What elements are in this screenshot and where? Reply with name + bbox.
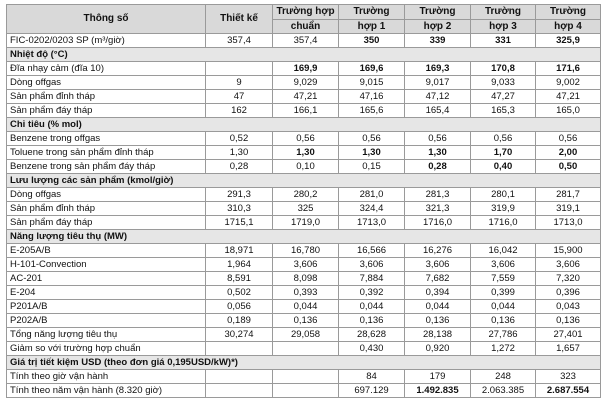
row-value: 16,780 [273,244,339,258]
row-value: 8,098 [273,272,339,286]
row-value: 324,4 [339,202,405,216]
row-value: 169,6 [339,62,405,76]
table-row [7,286,601,300]
row-value [273,384,339,398]
header-base-case-line1: Trường hợp [273,5,339,20]
row-value: 7,682 [405,272,471,286]
row-label: Benzene trong offgas [7,132,206,146]
row-value: 28,138 [405,328,471,342]
row-value: 1716,0 [471,216,536,230]
header-case-2-line2: hợp 2 [405,20,471,34]
header-case-4-line2: hợp 4 [536,20,601,34]
row-value: 0,189 [206,314,273,328]
row-value: 323 [536,370,601,384]
row-value: 248 [471,370,536,384]
row-value: 16,566 [339,244,405,258]
row-label: Dòng offgas [7,76,206,90]
row-value: 47,12 [405,90,471,104]
row-value: 1,30 [206,146,273,160]
row-value: 280,1 [471,188,536,202]
row-value: 8,591 [206,272,273,286]
row-value: 0,392 [339,286,405,300]
row-value: 1716,0 [405,216,471,230]
row-value: 0,502 [206,286,273,300]
row-value: 0,15 [339,160,405,174]
row-value: 1,272 [471,342,536,356]
row-value: 2.063.385 [471,384,536,398]
row-value: 1,30 [273,146,339,160]
row-value: 0,920 [405,342,471,356]
row-value: 0,52 [206,132,273,146]
row-value: 1,70 [471,146,536,160]
table-row [7,342,601,356]
row-value: 0,56 [536,132,601,146]
comparison-table [6,4,601,398]
table-row [7,272,601,286]
header-base-case-line2: chuẩn [273,20,339,34]
row-value: 9,029 [273,76,339,90]
row-label: Giảm so với trường hợp chuẩn [7,342,206,356]
row-label: P202A/B [7,314,206,328]
table-row [7,300,601,314]
section-header-row [7,230,601,244]
row-value: 325,9 [536,34,601,48]
row-value: 166,1 [273,104,339,118]
row-label: P201A/B [7,300,206,314]
row-value: 16,276 [405,244,471,258]
row-value: 357,4 [206,34,273,48]
row-value: 165,3 [471,104,536,118]
row-value: 18,971 [206,244,273,258]
row-value: 47,21 [273,90,339,104]
row-value: 0,399 [471,286,536,300]
row-value: 0,136 [471,314,536,328]
row-value: 165,4 [405,104,471,118]
header-case-3-line1: Trường [471,5,536,20]
row-value: 0,043 [536,300,601,314]
row-value: 1,964 [206,258,273,272]
row-value: 0,28 [206,160,273,174]
row-value: 179 [405,370,471,384]
row-value: 16,042 [471,244,536,258]
table-body [7,34,601,398]
row-label: E-204 [7,286,206,300]
row-value: 0,136 [273,314,339,328]
row-value [206,342,273,356]
row-label: Tính theo năm vận hành (8.320 giờ) [7,384,206,398]
row-value: 9 [206,76,273,90]
row-value: 169,3 [405,62,471,76]
row-value: 0,40 [471,160,536,174]
row-value: 47,16 [339,90,405,104]
row-value: 291,3 [206,188,273,202]
section-title: Lưu lượng các sản phẩm (kmol/giờ) [7,174,601,188]
table-row [7,202,601,216]
table-row [7,104,601,118]
row-value: 3,606 [536,258,601,272]
table-row [7,216,601,230]
header-case-4-line1: Trường [536,5,601,20]
row-value: 29,058 [273,328,339,342]
table-row [7,384,601,398]
row-value [206,370,273,384]
row-value [206,384,273,398]
row-value: 9,015 [339,76,405,90]
header-case-3-line2: hợp 3 [471,20,536,34]
row-label: Sản phẩm đỉnh tháp [7,202,206,216]
row-value: 28,628 [339,328,405,342]
row-value: 2.687.554 [536,384,601,398]
table-row [7,188,601,202]
section-title: Giá trị tiết kiệm USD (theo đơn giá 0,195USD/kW)*) [7,356,601,370]
section-header-row [7,48,601,62]
row-value: 0,396 [536,286,601,300]
row-value: 0,056 [206,300,273,314]
row-value: 1.492.835 [405,384,471,398]
row-value: 3,606 [405,258,471,272]
row-value: 162 [206,104,273,118]
row-value: 0,56 [339,132,405,146]
header-design: Thiết kế [206,5,273,34]
row-value: 0,136 [405,314,471,328]
row-value: 321,3 [405,202,471,216]
section-title: Năng lượng tiêu thụ (MW) [7,230,601,244]
row-value: 0,10 [273,160,339,174]
row-value: 0,136 [536,314,601,328]
section-title: Nhiệt độ (°C) [7,48,601,62]
table-row [7,244,601,258]
row-label: Benzene trong sản phẩm đáy tháp [7,160,206,174]
row-value: 0,56 [471,132,536,146]
row-value: 0,393 [273,286,339,300]
header-case-1-line2: hợp 1 [339,20,405,34]
row-value: 47,27 [471,90,536,104]
row-value: 3,606 [339,258,405,272]
row-value: 1,30 [405,146,471,160]
table-row [7,314,601,328]
row-value: 27,786 [471,328,536,342]
row-value: 84 [339,370,405,384]
row-label: Tổng năng lượng tiêu thụ [7,328,206,342]
table-row [7,34,601,48]
row-value: 357,4 [273,34,339,48]
table-row [7,258,601,272]
header-case-1-line1: Trường [339,5,405,20]
table-row [7,328,601,342]
row-value: 170,8 [471,62,536,76]
row-label: H-101-Convection [7,258,206,272]
section-header-row [7,174,601,188]
row-value: 27,401 [536,328,601,342]
header-parameter: Thông số [7,5,206,34]
row-value: 281,0 [339,188,405,202]
row-value: 331 [471,34,536,48]
row-label: Sản phẩm đỉnh tháp [7,90,206,104]
row-value: 47 [206,90,273,104]
row-value: 169,9 [273,62,339,76]
row-value: 319,9 [471,202,536,216]
row-value: 9,017 [405,76,471,90]
row-label: Sản phẩm đáy tháp [7,216,206,230]
row-label: Đĩa nhạy cảm (đĩa 10) [7,62,206,76]
table-row [7,160,601,174]
table-row [7,370,601,384]
table-row [7,146,601,160]
row-label: Toluene trong sản phẩm đỉnh tháp [7,146,206,160]
row-label: Dòng offgas [7,188,206,202]
row-value: 0,044 [339,300,405,314]
row-value: 3,606 [273,258,339,272]
row-value: 319,1 [536,202,601,216]
row-label: Tính theo giờ vận hành [7,370,206,384]
row-value: 30,274 [206,328,273,342]
row-value: 0,044 [405,300,471,314]
row-value: 325 [273,202,339,216]
row-value: 0,136 [339,314,405,328]
row-value: 1719,0 [273,216,339,230]
row-value: 0,28 [405,160,471,174]
row-value: 171,6 [536,62,601,76]
row-value [273,342,339,356]
row-value: 1713,0 [339,216,405,230]
table-row [7,62,601,76]
row-value: 1715,1 [206,216,273,230]
row-value: 281,3 [405,188,471,202]
table-row [7,132,601,146]
row-value: 0,394 [405,286,471,300]
row-value: 3,606 [471,258,536,272]
row-value: 281,7 [536,188,601,202]
row-label: FIC-0202/0203 SP (m³/giờ) [7,34,206,48]
row-value: 280,2 [273,188,339,202]
row-value: 1713,0 [536,216,601,230]
row-value: 2,00 [536,146,601,160]
row-value: 165,0 [536,104,601,118]
row-value: 697.129 [339,384,405,398]
row-value [273,370,339,384]
row-value: 0,044 [471,300,536,314]
section-header-row [7,356,601,370]
row-value: 15,900 [536,244,601,258]
section-title: Chỉ tiêu (% mol) [7,118,601,132]
table-header [7,5,601,34]
row-value: 165,6 [339,104,405,118]
row-value: 9,033 [471,76,536,90]
row-value: 0,56 [405,132,471,146]
row-value: 7,320 [536,272,601,286]
row-value: 1,657 [536,342,601,356]
row-label: AC-201 [7,272,206,286]
row-value: 350 [339,34,405,48]
row-value: 0,044 [273,300,339,314]
row-value: 9,002 [536,76,601,90]
row-value: 7,559 [471,272,536,286]
row-value: 1,30 [339,146,405,160]
row-value: 0,50 [536,160,601,174]
row-value: 0,56 [273,132,339,146]
table-row [7,76,601,90]
section-header-row [7,118,601,132]
row-value: 310,3 [206,202,273,216]
header-case-2-line1: Trường [405,5,471,20]
row-label: E-205A/B [7,244,206,258]
row-value: 0,430 [339,342,405,356]
row-value: 47,21 [536,90,601,104]
row-value [206,62,273,76]
row-value: 339 [405,34,471,48]
row-value: 7,884 [339,272,405,286]
table-row [7,90,601,104]
row-label: Sản phẩm đáy tháp [7,104,206,118]
